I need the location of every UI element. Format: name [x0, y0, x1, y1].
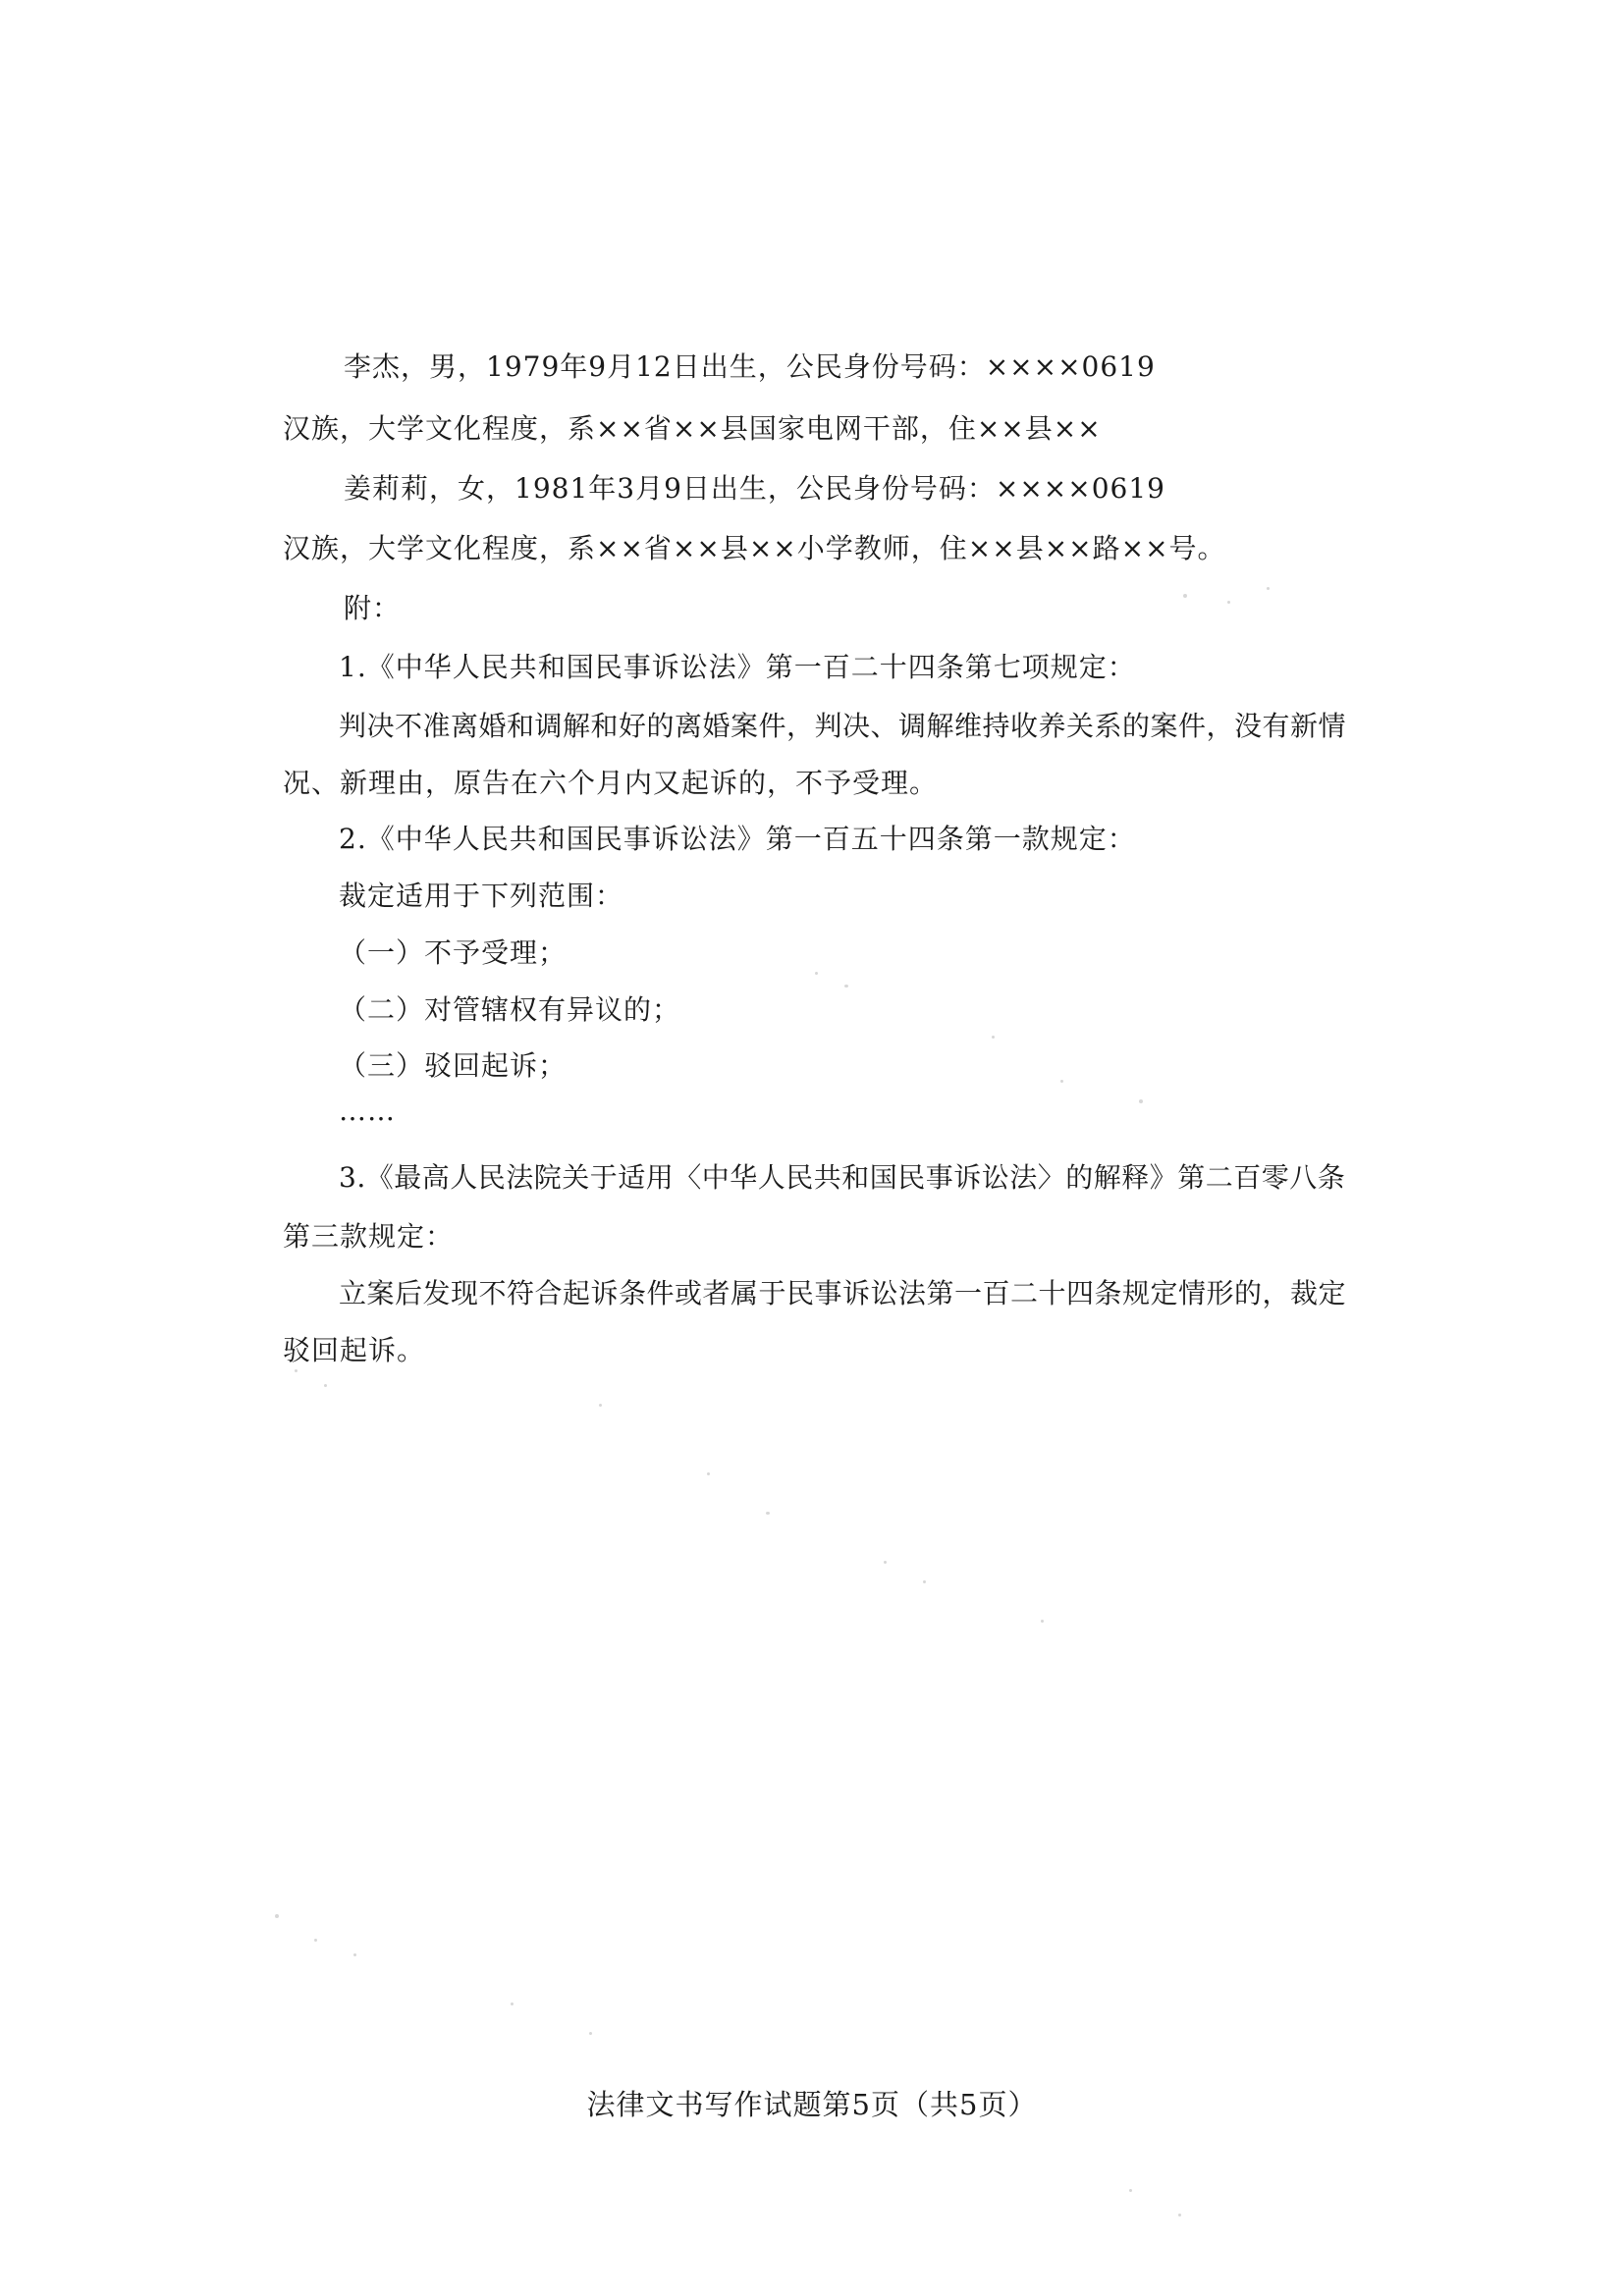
scan-speck: [884, 1561, 887, 1564]
party-2-line-1: 姜莉莉，女，1981年3月9日出生，公民身份号码：××××0619: [344, 472, 1165, 505]
law-3-title-1: 3.《最高人民法院关于适用〈中华人民共和国民事诉讼法〉的解释》第二百零八条: [339, 1161, 1346, 1194]
scan-speck: [295, 1369, 298, 1372]
scan-speck: [275, 1914, 279, 1918]
scan-speck: [707, 1472, 710, 1475]
scan-speck: [1178, 2214, 1181, 2216]
law-2-text: 裁定适用于下列范围：: [339, 880, 624, 912]
party-1-line-1: 李杰，男，1979年9月12日出生，公民身份号码：××××0619: [344, 350, 1156, 383]
page-footer: 法律文书写作试题第5页（共5页）: [586, 2088, 1038, 2121]
scan-speck: [844, 985, 848, 988]
law-2-item-3: （三）驳回起诉；: [339, 1049, 568, 1082]
scan-speck: [1267, 587, 1270, 590]
scan-speck: [1060, 1080, 1063, 1083]
law-2-ellipsis: ……: [339, 1095, 396, 1127]
appendix-heading: 附：: [344, 592, 402, 624]
scan-speck: [1227, 601, 1230, 604]
law-2-item-2: （二）对管辖权有异议的；: [339, 993, 681, 1026]
law-3-text-2: 驳回起诉。: [283, 1334, 426, 1366]
scan-speck: [923, 1580, 926, 1583]
scan-speck: [1041, 1620, 1044, 1623]
scan-speck: [1129, 2189, 1132, 2192]
scan-speck: [511, 2002, 514, 2005]
party-1-line-2: 汉族，大学文化程度，系××省××县国家电网干部，住××县××: [283, 412, 1102, 445]
scan-speck: [1183, 594, 1187, 598]
scan-speck: [1139, 1099, 1143, 1103]
scan-speck: [314, 1939, 317, 1942]
party-2-line-2: 汉族，大学文化程度，系××省××县××小学教师，住××县××路××号。: [283, 532, 1226, 564]
law-3-title-2: 第三款规定：: [283, 1220, 455, 1253]
scan-speck: [599, 1404, 602, 1407]
scan-speck: [992, 1036, 995, 1039]
scan-speck: [766, 1512, 770, 1515]
law-1-title: 1.《中华人民共和国民事诉讼法》第一百二十四条第七项规定：: [339, 651, 1136, 683]
scan-speck: [324, 1384, 327, 1387]
law-2-title: 2.《中华人民共和国民事诉讼法》第一百五十四条第一款规定：: [339, 823, 1136, 855]
law-1-text-1: 判决不准离婚和调解和好的离婚案件，判决、调解维持收养关系的案件，没有新情: [339, 710, 1347, 742]
law-1-text-2: 况、新理由，原告在六个月内又起诉的，不予受理。: [283, 767, 939, 799]
law-3-text-1: 立案后发现不符合起诉条件或者属于民事诉讼法第一百二十四条规定情形的，裁定: [339, 1277, 1347, 1309]
scan-speck: [815, 972, 818, 975]
scan-speck: [353, 1953, 356, 1956]
law-2-item-1: （一）不予受理；: [339, 936, 568, 969]
scan-speck: [589, 2032, 592, 2035]
